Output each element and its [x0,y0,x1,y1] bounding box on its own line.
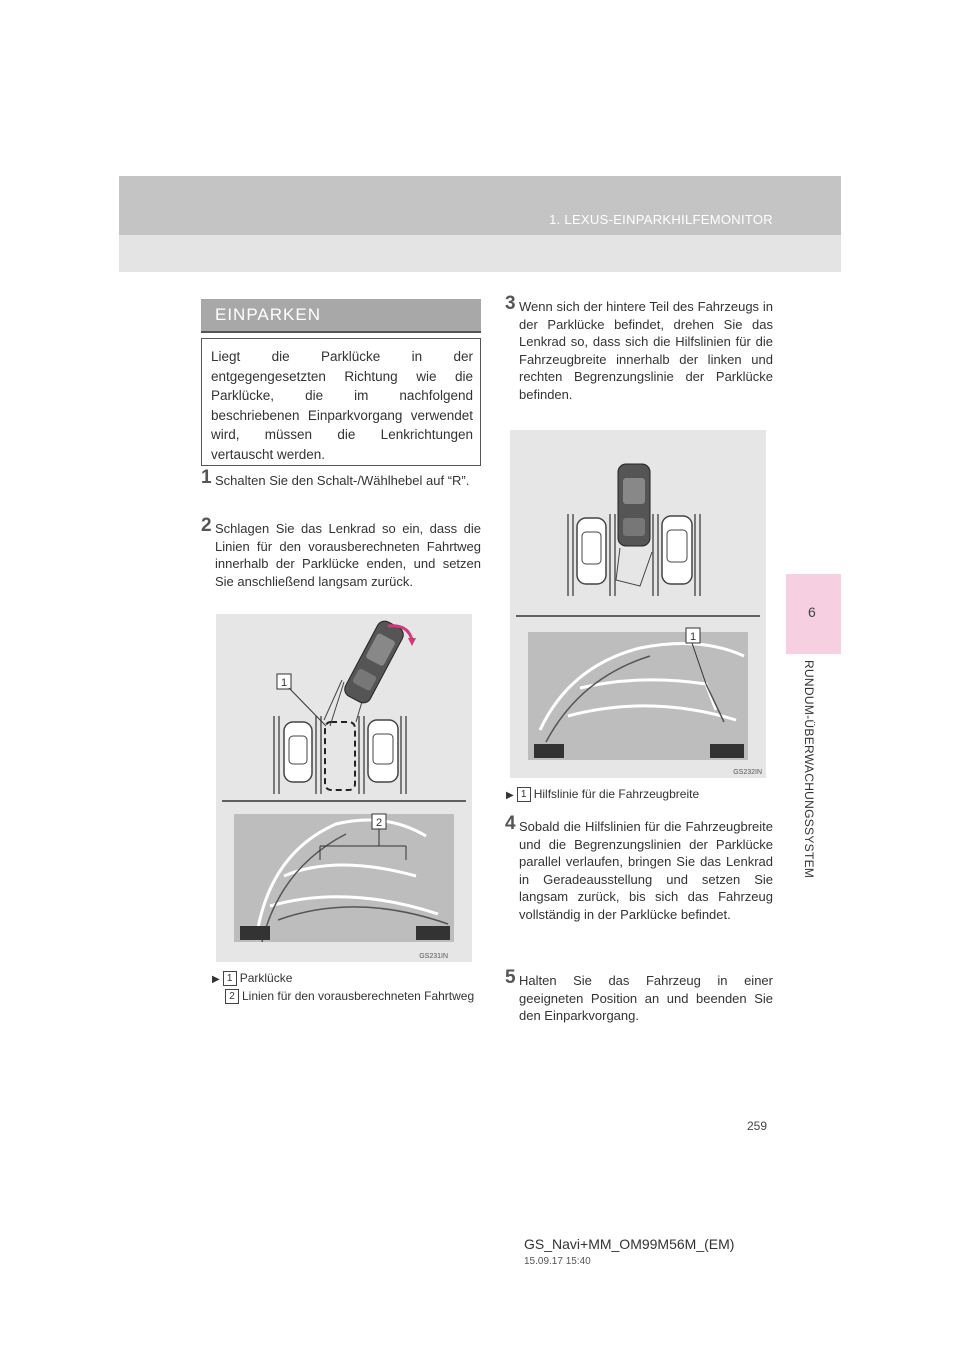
legend-text: Linien für den vorausberechneten Fahrtweg [242,989,475,1003]
step-3 [505,293,773,403]
legend-arrow-icon: ▶ [212,974,220,985]
legend-item [212,988,482,1004]
section-title: EINPARKEN [215,305,321,324]
screen-view-button [534,744,564,758]
callout-2: 2 [375,817,383,829]
chapter-side-label: RUNDUM-ÜBERWACHUNGSSYSTEM [802,660,816,879]
note-box [201,338,481,466]
legend-item [212,970,482,988]
callout-1: 1 [280,677,288,689]
parked-car-right-icon [368,720,398,782]
screen-guide-button [416,926,450,940]
step-number: 1 [201,467,212,488]
figure-parking-step2 [216,614,472,962]
step-1 [201,467,481,490]
chapter-number: 6 [808,604,816,620]
legend-text: Parklücke [239,971,293,985]
step-number: 3 [505,293,516,314]
figure-1-illustration [216,614,472,962]
step-text: Halten Sie das Fahrzeug in einer geeigneten Position an und beenden Sie den Einparkvorgang. [519,973,773,1023]
parked-car-right-icon [662,516,692,584]
chapter-title: 1. LEXUS-EINPARKHILFEMONITOR [549,212,773,227]
step-number: 2 [201,515,212,536]
reversing-car-icon [342,618,406,705]
step-5 [505,967,773,1025]
header-band [119,176,841,235]
step-2 [201,515,481,590]
step-text: Schalten Sie den Schalt-/Wählhebel auf “R”. [215,473,470,488]
step-number: 5 [505,967,516,988]
screen-guide-button [710,744,744,758]
note-text: Liegt die Parklücke in der entgegengesetzten Richtung wie die Parklücke, die im nachfolgend beschriebenen Einparkvorgang verwendet wird, müssen die Lenkrichtungen vertauscht werden. [211,349,473,462]
legend-badge: 1 [223,971,237,986]
legend-badge: 1 [517,787,531,802]
screen-view-button [240,926,270,940]
figure-1-legend [212,970,482,1004]
footer-timestamp: 15.09.17 15:40 [524,1256,591,1267]
parked-car-left-icon [577,518,606,584]
section-rule [201,331,481,333]
callout-1: 1 [689,631,697,643]
step-text: Wenn sich der hintere Teil des Fahrzeugs in der Parklücke befindet, drehen Sie das Lenkrad so, dass sich die Hilfslinien für die Fahrzeugbreite innerhalb der linken und rechten Begrenzungslinie der Parklücke befinden. [519,299,773,402]
figure-code: GS231IN [419,953,448,960]
legend-arrow-icon: ▶ [506,790,514,801]
reversing-car-icon [618,464,650,546]
footer-doc-code: GS_Navi+MM_OM99M56M_(EM) [524,1236,735,1252]
section-header [201,299,481,331]
figure-2-illustration [510,430,766,778]
step-4 [505,813,773,923]
step-number: 4 [505,813,516,834]
page-header [119,176,841,272]
parked-car-left-icon [284,722,312,782]
page-number: 259 [747,1119,768,1133]
step-text: Schlagen Sie das Lenkrad so ein, dass die Linien für den vorausberechneten Fahrtweg innerhalb der Parklücke enden, und setzen Sie anschließend langsam zurück. [215,521,481,589]
step-text: Sobald die Hilfslinien für die Fahrzeugbreite und die Begrenzungslinien der Parklücke parallel verlaufen, bringen Sie das Lenkrad in Geradeausstellung und setzen Sie langsam zurück, bis sich das Fahrzeug vollständig in der Parklücke befindet. [519,819,773,922]
figure-parking-step3 [510,430,766,778]
figure-code: GS232IN [733,769,762,776]
legend-text: Hilfslinie für die Fahrzeugbreite [533,787,700,801]
parking-space-outline [325,722,355,790]
legend-badge: 2 [225,989,239,1004]
figure-2-legend [506,786,776,804]
